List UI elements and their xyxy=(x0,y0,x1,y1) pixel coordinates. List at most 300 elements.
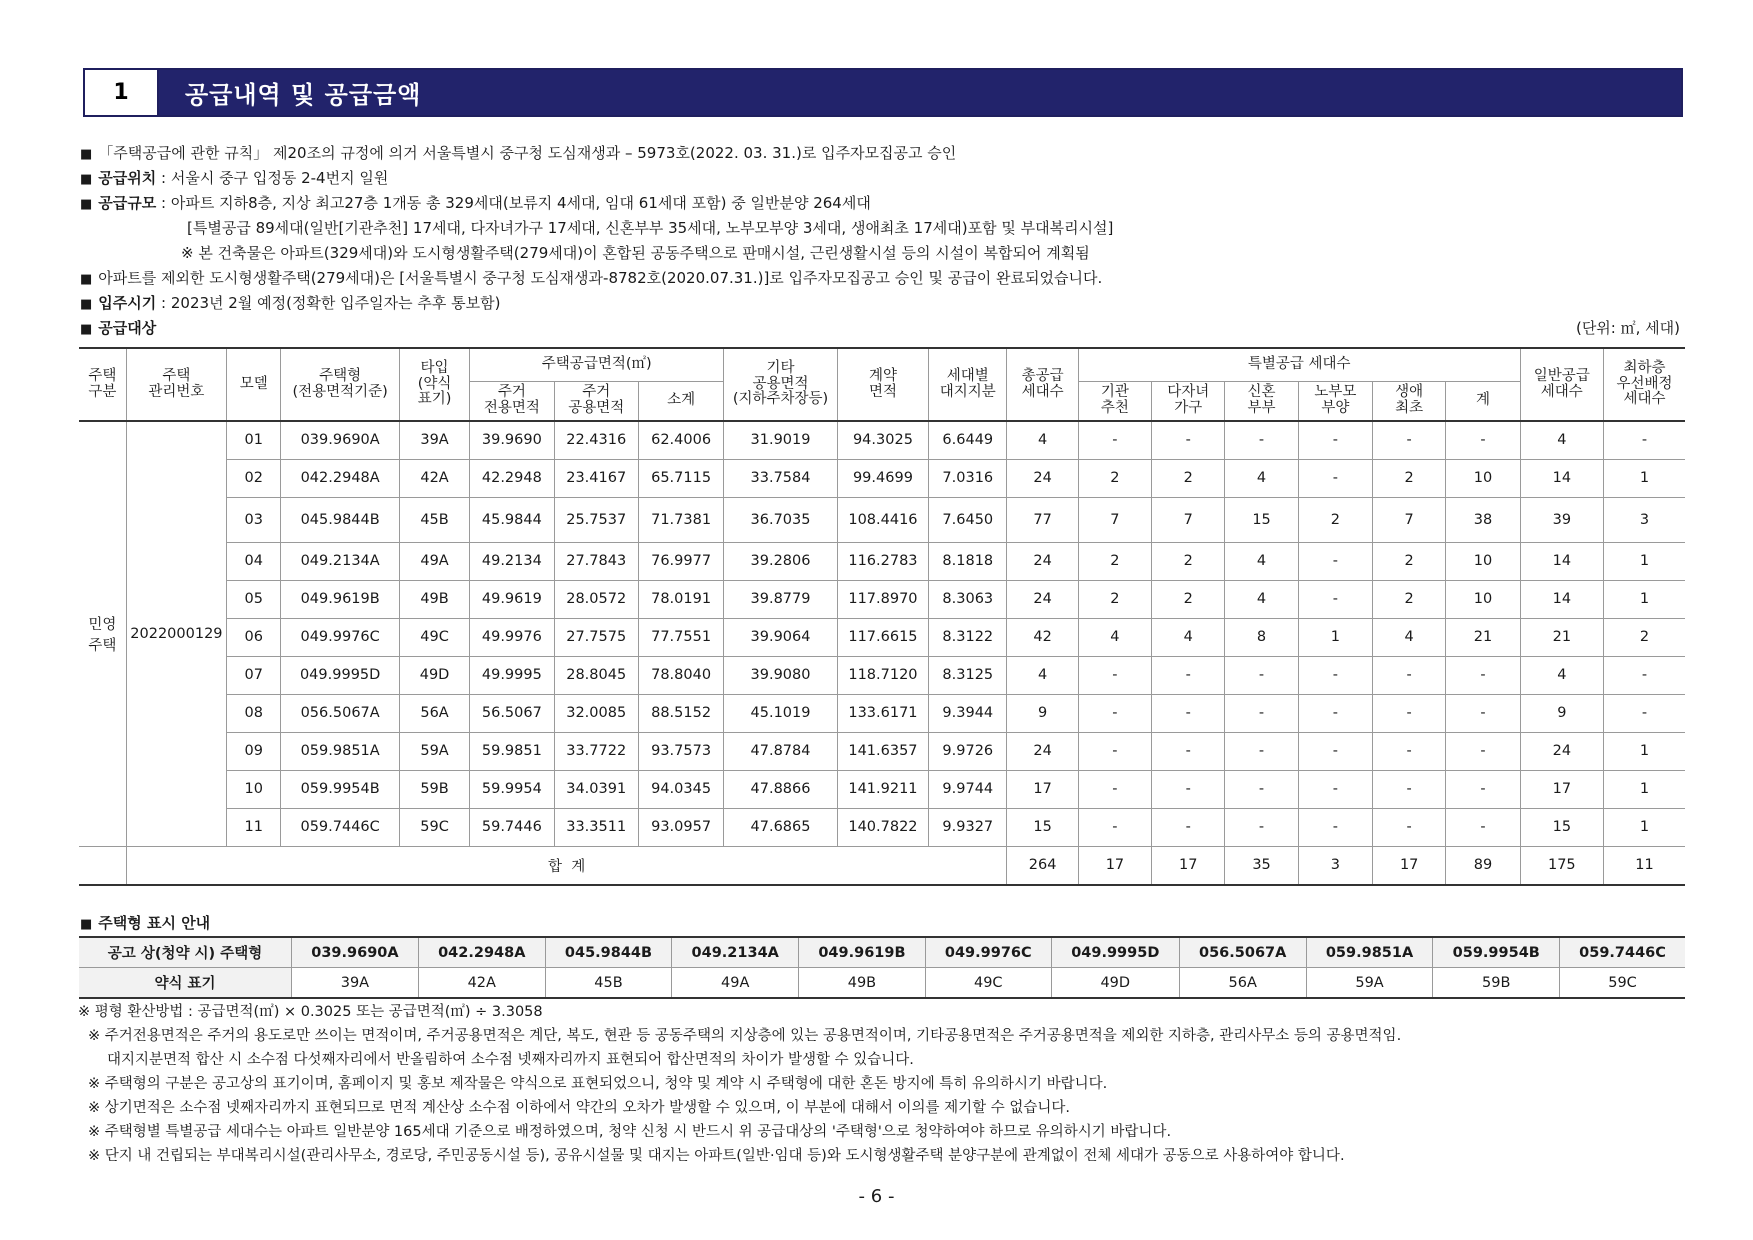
table-cell: - xyxy=(1298,542,1372,580)
section-title: 공급내역 및 공급금액 xyxy=(159,70,1681,115)
table-cell: 7.6450 xyxy=(929,497,1007,542)
total-cell: 175 xyxy=(1520,846,1603,885)
table-cell: 59C xyxy=(399,808,469,846)
table-cell: - xyxy=(1078,808,1151,846)
table-cell: - xyxy=(1446,808,1520,846)
type-guide-type-cell: 049.9976C xyxy=(925,937,1051,968)
table-cell: 2 xyxy=(1152,580,1225,618)
table-cell: 049.9619B xyxy=(281,580,400,618)
table-cell: 3 xyxy=(1604,497,1686,542)
type-guide-row-full xyxy=(79,937,1685,968)
header-subtotal: 소계 xyxy=(638,381,723,421)
table-cell: 4 xyxy=(1225,459,1298,497)
table-cell: 28.0572 xyxy=(554,580,638,618)
table-row xyxy=(79,694,1685,732)
header-housing-type: 주택 구분 xyxy=(79,348,126,421)
table-cell: - xyxy=(1152,694,1225,732)
table-cell: 1 xyxy=(1604,542,1686,580)
total-blank-cell xyxy=(79,846,126,885)
table-cell: 15 xyxy=(1225,497,1298,542)
header-lowest-floor: 최하층 우선배정 세대수 xyxy=(1604,348,1686,421)
table-cell: 33.7722 xyxy=(554,732,638,770)
table-cell: 47.8784 xyxy=(724,732,837,770)
type-guide-abbr-cell: 59B xyxy=(1433,968,1560,999)
table-cell: 21 xyxy=(1446,618,1520,656)
header-exclusive: 주거 전용면적 xyxy=(470,381,554,421)
table-cell: 116.2783 xyxy=(837,542,928,580)
type-guide-type-cell: 059.9851A xyxy=(1306,937,1433,968)
square-bullet-icon: ■ xyxy=(80,197,93,212)
note-line: 대지지분면적 합산 시 소수점 다섯째자리에서 반올림하여 소수점 넷째자리까지 표현되어 합산면적의 차이가 발생할 수 있습니다. xyxy=(107,1052,914,1068)
table-cell: 42.2948 xyxy=(470,459,554,497)
table-cell: 6.6449 xyxy=(929,421,1007,459)
header-house-type: 주택형 (전용면적기준) xyxy=(281,348,400,421)
table-cell: 56A xyxy=(399,694,469,732)
urban-text: 아파트를 제외한 도시형생활주택(279세대)은 [서울특별시 중구청 도심재생과-8782호(2020.07.31.)]로 입주자모집공고 승인 및 공급이 완료되었습니다. xyxy=(98,269,1103,287)
table-cell: 22.4316 xyxy=(554,421,638,459)
table-cell: 14 xyxy=(1520,459,1603,497)
table-cell: 71.7381 xyxy=(638,497,723,542)
table-cell: 32.0085 xyxy=(554,694,638,732)
square-bullet-icon: ■ xyxy=(80,297,93,312)
table-cell: - xyxy=(1298,459,1372,497)
note-line: ※ 상기면적은 소수점 넷째자리까지 표현되므로 면적 계산상 소수점 이하에서 약간의 오차가 발생할 수 있으며, 이 부분에 대해서 이의를 제기할 수 없습니다. xyxy=(88,1100,1070,1116)
table-cell: 39.8779 xyxy=(724,580,837,618)
table-cell: 94.0345 xyxy=(638,770,723,808)
table-cell: 2 xyxy=(1604,618,1686,656)
table-cell: - xyxy=(1298,580,1372,618)
square-bullet-icon: ■ xyxy=(80,147,93,162)
table-cell: 17 xyxy=(1520,770,1603,808)
table-cell: - xyxy=(1446,421,1520,459)
notes xyxy=(78,1000,1698,1168)
table-cell: - xyxy=(1225,732,1298,770)
type-guide-abbr-cell: 42A xyxy=(418,968,545,999)
table-cell: 38 xyxy=(1446,497,1520,542)
table-cell: 141.9211 xyxy=(837,770,928,808)
table-cell: 1 xyxy=(1604,459,1686,497)
header-total-units: 총공급 세대수 xyxy=(1007,348,1078,421)
table-row xyxy=(79,618,1685,656)
type-guide-type-cell: 049.9619B xyxy=(799,937,926,968)
type-guide-type-cell: 049.2134A xyxy=(672,937,799,968)
intro-scale-line xyxy=(80,191,1680,216)
table-cell: 45.1019 xyxy=(724,694,837,732)
movein-label: 입주시기 xyxy=(98,294,157,312)
header-land-share: 세대별 대지지분 xyxy=(929,348,1007,421)
total-cell: 11 xyxy=(1604,846,1686,885)
scale-value: : 아파트 지하8층, 지상 최고27층 1개동 총 329세대(보류지 4세대, 임대 61세대 포함) 중 일반분양 264세대 xyxy=(156,194,871,212)
intro-urban-line xyxy=(80,266,1680,291)
table-cell: 49.9976 xyxy=(470,618,554,656)
type-guide-abbr-cell: 49D xyxy=(1051,968,1179,999)
table-cell: 49.9995 xyxy=(470,656,554,694)
table-cell: 93.7573 xyxy=(638,732,723,770)
table-cell: 03 xyxy=(227,497,281,542)
total-cell: 17 xyxy=(1152,846,1225,885)
table-cell: - xyxy=(1604,694,1686,732)
table-cell: 33.7584 xyxy=(724,459,837,497)
type-guide-row1-label: 공고 상(청약 시) 주택형 xyxy=(79,937,292,968)
housing-type-cell: 민영 주택 xyxy=(79,421,126,846)
table-cell: 4 xyxy=(1225,580,1298,618)
type-guide-abbr-cell: 49C xyxy=(925,968,1051,999)
table-cell: 78.8040 xyxy=(638,656,723,694)
intro-lines xyxy=(80,141,1680,341)
table-cell: 27.7843 xyxy=(554,542,638,580)
header-mgmt-no: 주택 관리번호 xyxy=(126,348,226,421)
total-cell: 35 xyxy=(1225,846,1298,885)
table-cell: 33.3511 xyxy=(554,808,638,846)
table-cell: 4 xyxy=(1007,421,1078,459)
table-cell: 049.9976C xyxy=(281,618,400,656)
table-cell: 10 xyxy=(227,770,281,808)
table-cell: 21 xyxy=(1520,618,1603,656)
table-cell: 8 xyxy=(1225,618,1298,656)
location-value: : 서울시 중구 입정동 2-4번지 일원 xyxy=(156,169,389,187)
type-guide-type-cell: 056.5067A xyxy=(1179,937,1306,968)
table-row xyxy=(79,459,1685,497)
table-cell: - xyxy=(1225,770,1298,808)
table-cell: - xyxy=(1446,694,1520,732)
type-guide-row-abbr xyxy=(79,968,1685,999)
table-cell: 14 xyxy=(1520,580,1603,618)
table-cell: 7.0316 xyxy=(929,459,1007,497)
total-cell: 17 xyxy=(1373,846,1446,885)
type-guide-type-cell: 049.9995D xyxy=(1051,937,1179,968)
table-cell: 24 xyxy=(1007,580,1078,618)
table-cell: 2 xyxy=(1078,580,1151,618)
total-cell: 264 xyxy=(1007,846,1078,885)
table-cell: 1 xyxy=(1604,580,1686,618)
table-cell: - xyxy=(1078,770,1151,808)
page-number: - 6 - xyxy=(858,1186,895,1207)
table-cell: 59.7446 xyxy=(470,808,554,846)
header-newlywed: 신혼 부부 xyxy=(1225,381,1298,421)
table-cell: - xyxy=(1152,808,1225,846)
table-cell: 4 xyxy=(1520,421,1603,459)
type-guide-type-cell: 042.2948A xyxy=(418,937,545,968)
type-guide-abbr-cell: 49A xyxy=(672,968,799,999)
table-cell: 2 xyxy=(1078,459,1151,497)
table-row xyxy=(79,808,1685,846)
table-cell: - xyxy=(1373,694,1446,732)
table-cell: 25.7537 xyxy=(554,497,638,542)
table-cell: - xyxy=(1225,421,1298,459)
table-cell: - xyxy=(1446,732,1520,770)
table-cell: 059.9954B xyxy=(281,770,400,808)
table-cell: 24 xyxy=(1007,732,1078,770)
table-cell: 08 xyxy=(227,694,281,732)
total-cell: 89 xyxy=(1446,846,1520,885)
target-label: 공급대상 xyxy=(98,319,157,337)
header-common: 주거 공용면적 xyxy=(554,381,638,421)
table-cell: 9.9327 xyxy=(929,808,1007,846)
note-line: ※ 주택형별 특별공급 세대수는 아파트 일반분양 165세대 기준으로 배정하였으며, 청약 신청 시 반드시 위 공급대상의 '주택형'으로 청약하여야 하므로 유의하시기 바랍니다. xyxy=(88,1124,1172,1140)
table-cell: 108.4416 xyxy=(837,497,928,542)
table-cell: 1 xyxy=(1604,732,1686,770)
unit-note: (단위: ㎡, 세대) xyxy=(1575,319,1680,337)
table-cell: 78.0191 xyxy=(638,580,723,618)
table-cell: 65.7115 xyxy=(638,459,723,497)
table-cell: 59B xyxy=(399,770,469,808)
table-cell: 1 xyxy=(1298,618,1372,656)
square-bullet-icon: ■ xyxy=(80,172,93,187)
table-cell: 7 xyxy=(1373,497,1446,542)
table-cell: 93.0957 xyxy=(638,808,723,846)
table-cell: - xyxy=(1225,808,1298,846)
table-cell: - xyxy=(1078,732,1151,770)
table-cell: 8.3125 xyxy=(929,656,1007,694)
table-cell: 8.1818 xyxy=(929,542,1007,580)
table-cell: 4 xyxy=(1152,618,1225,656)
supply-table xyxy=(79,347,1685,886)
table-cell: 117.8970 xyxy=(837,580,928,618)
note-line: ※ 단지 내 건립되는 부대복리시설(관리사무소, 경로당, 주민공동시설 등), 공유시설물 및 대지는 아파트(일반·임대 등)와 도시형생활주택 분양구분에 관계없이 전체 세대가 공동으로 사용하여야 합니다. xyxy=(88,1148,1345,1164)
table-cell: 47.6865 xyxy=(724,808,837,846)
type-guide-type-cell: 039.9690A xyxy=(292,937,419,968)
header-general: 일반공급 세대수 xyxy=(1520,348,1603,421)
table-cell: 39.9064 xyxy=(724,618,837,656)
table-cell: 15 xyxy=(1520,808,1603,846)
table-cell: 8.3063 xyxy=(929,580,1007,618)
header-elderly: 노부모 부양 xyxy=(1298,381,1372,421)
type-guide-abbr-cell: 49B xyxy=(799,968,926,999)
section-header xyxy=(83,68,1683,117)
table-cell: - xyxy=(1298,421,1372,459)
table-cell: - xyxy=(1446,656,1520,694)
table-row xyxy=(79,421,1685,459)
table-cell: - xyxy=(1298,656,1372,694)
table-cell: 9 xyxy=(1520,694,1603,732)
intro-approval-line xyxy=(80,141,1680,166)
table-cell: - xyxy=(1225,694,1298,732)
table-cell: - xyxy=(1152,770,1225,808)
table-row xyxy=(79,770,1685,808)
table-cell: 4 xyxy=(1520,656,1603,694)
table-cell: 77 xyxy=(1007,497,1078,542)
table-cell: 9 xyxy=(1007,694,1078,732)
table-cell: 59A xyxy=(399,732,469,770)
square-bullet-icon: ■ xyxy=(80,917,93,932)
type-guide-row2-label: 약식 표기 xyxy=(79,968,292,999)
table-cell: 2 xyxy=(1373,459,1446,497)
type-guide-type-cell: 059.9954B xyxy=(1433,937,1560,968)
table-cell: 01 xyxy=(227,421,281,459)
scale-label: 공급규모 xyxy=(98,194,157,212)
table-cell: 23.4167 xyxy=(554,459,638,497)
table-cell: - xyxy=(1298,694,1372,732)
table-cell: 2 xyxy=(1152,542,1225,580)
table-cell: 7 xyxy=(1078,497,1151,542)
header-other-common: 기타 공용면적 (지하주차장등) xyxy=(724,348,837,421)
table-cell: - xyxy=(1225,656,1298,694)
table-cell: - xyxy=(1446,770,1520,808)
supply-table-body xyxy=(79,421,1685,885)
table-cell: 39.9080 xyxy=(724,656,837,694)
table-cell: 4 xyxy=(1007,656,1078,694)
table-cell: 47.8866 xyxy=(724,770,837,808)
table-cell: 059.7446C xyxy=(281,808,400,846)
table-cell: 17 xyxy=(1007,770,1078,808)
note-line: ※ 주택형의 구분은 공고상의 표기이며, 홈페이지 및 홍보 제작물은 약식으로 표현되었으니, 청약 및 계약 시 주택형에 대한 혼돈 방지에 특히 유의하시기 바랍니다. xyxy=(88,1076,1108,1092)
table-cell: 059.9851A xyxy=(281,732,400,770)
table-cell: - xyxy=(1298,808,1372,846)
table-row xyxy=(79,732,1685,770)
table-cell: 76.9977 xyxy=(638,542,723,580)
table-cell: - xyxy=(1152,656,1225,694)
table-cell: - xyxy=(1373,808,1446,846)
table-cell: 77.7551 xyxy=(638,618,723,656)
header-institution: 기관 추천 xyxy=(1078,381,1151,421)
type-guide-abbr-cell: 45B xyxy=(545,968,672,999)
type-guide-title-text: 주택형 표시 안내 xyxy=(98,914,211,932)
table-cell: 94.3025 xyxy=(837,421,928,459)
type-guide-type-cell: 045.9844B xyxy=(545,937,672,968)
intro-location-line xyxy=(80,166,1680,191)
table-cell: 9.3944 xyxy=(929,694,1007,732)
table-cell: - xyxy=(1373,770,1446,808)
table-cell: - xyxy=(1152,421,1225,459)
header-multi-child: 다자녀 가구 xyxy=(1152,381,1225,421)
table-cell: 49D xyxy=(399,656,469,694)
scale-note: ※ 본 건축물은 아파트(329세대)와 도시형생활주택(279세대)이 혼합된 공동주택으로 판매시설, 근린생활시설 등의 시설이 복합되어 계획됨 xyxy=(181,244,1090,262)
total-label: 합 계 xyxy=(126,846,1007,885)
table-row xyxy=(79,497,1685,542)
table-cell: 49B xyxy=(399,580,469,618)
table-cell: 34.0391 xyxy=(554,770,638,808)
scale-detail: [특별공급 89세대(일반[기관추천] 17세대, 다자녀가구 17세대, 신혼부부 35세대, 노부모부양 3세대, 생애최초 17세대)포함 및 부대복리시설] xyxy=(187,219,1114,237)
table-cell: 049.2134A xyxy=(281,542,400,580)
table-cell: 07 xyxy=(227,656,281,694)
table-cell: 28.8045 xyxy=(554,656,638,694)
table-cell: 59.9954 xyxy=(470,770,554,808)
table-cell: 31.9019 xyxy=(724,421,837,459)
table-cell: 56.5067 xyxy=(470,694,554,732)
table-cell: 2 xyxy=(1152,459,1225,497)
table-cell: 141.6357 xyxy=(837,732,928,770)
table-cell: 4 xyxy=(1373,618,1446,656)
table-cell: 15 xyxy=(1007,808,1078,846)
table-cell: 39 xyxy=(1520,497,1603,542)
table-cell: 140.7822 xyxy=(837,808,928,846)
table-cell: - xyxy=(1078,421,1151,459)
table-cell: 039.9690A xyxy=(281,421,400,459)
table-cell: 42 xyxy=(1007,618,1078,656)
table-cell: 9.9726 xyxy=(929,732,1007,770)
table-row xyxy=(79,580,1685,618)
table-cell: 118.7120 xyxy=(837,656,928,694)
header-supply-area: 주택공급면적(㎡) xyxy=(470,348,724,381)
table-cell: 02 xyxy=(227,459,281,497)
table-cell: 42A xyxy=(399,459,469,497)
table-cell: 10 xyxy=(1446,542,1520,580)
table-cell: 056.5067A xyxy=(281,694,400,732)
table-cell: 14 xyxy=(1520,542,1603,580)
table-cell: 06 xyxy=(227,618,281,656)
square-bullet-icon: ■ xyxy=(80,272,93,287)
table-cell: 133.6171 xyxy=(837,694,928,732)
table-cell: - xyxy=(1373,656,1446,694)
table-cell: - xyxy=(1078,656,1151,694)
type-guide-abbr-cell: 56A xyxy=(1179,968,1306,999)
type-guide-title xyxy=(80,912,210,933)
header-abbr: 타입 (약식 표기) xyxy=(399,348,469,421)
mgmt-no-cell: 2022000129 xyxy=(126,421,226,846)
type-guide-abbr-cell: 59A xyxy=(1306,968,1433,999)
square-bullet-icon: ■ xyxy=(80,322,93,337)
note-line: ※ 주거전용면적은 주거의 용도로만 쓰이는 면적이며, 주거공용면적은 계단, 복도, 현관 등 공동주택의 지상층에 있는 공용면적이며, 기타공용면적은 주거공용면적을 제외한 지하층, 관리사무소 등의 공용면적임. xyxy=(88,1028,1402,1044)
table-cell: 04 xyxy=(227,542,281,580)
table-cell: - xyxy=(1298,732,1372,770)
total-cell: 17 xyxy=(1078,846,1151,885)
table-cell: 045.9844B xyxy=(281,497,400,542)
table-cell: - xyxy=(1604,421,1686,459)
intro-target-line xyxy=(80,316,1680,341)
movein-value: : 2023년 2월 예정(정확한 입주일자는 추후 통보함) xyxy=(156,294,501,312)
header-special-sum: 계 xyxy=(1446,381,1520,421)
table-cell: 59.9851 xyxy=(470,732,554,770)
table-cell: - xyxy=(1373,732,1446,770)
table-cell: 49.2134 xyxy=(470,542,554,580)
table-cell: 09 xyxy=(227,732,281,770)
type-guide-type-cell: 059.7446C xyxy=(1560,937,1685,968)
table-cell: 99.4699 xyxy=(837,459,928,497)
table-cell: 39.9690 xyxy=(470,421,554,459)
table-cell: 9.9744 xyxy=(929,770,1007,808)
table-cell: 36.7035 xyxy=(724,497,837,542)
table-total-row xyxy=(79,846,1685,885)
intro-movein-line xyxy=(80,291,1680,316)
location-label: 공급위치 xyxy=(98,169,157,187)
section-number: 1 xyxy=(85,70,159,115)
table-cell: - xyxy=(1078,694,1151,732)
table-cell: 1 xyxy=(1604,808,1686,846)
table-row xyxy=(79,656,1685,694)
table-cell: 27.7575 xyxy=(554,618,638,656)
table-cell: 39A xyxy=(399,421,469,459)
table-cell: 7 xyxy=(1152,497,1225,542)
table-cell: 4 xyxy=(1225,542,1298,580)
table-cell: 2 xyxy=(1298,497,1372,542)
table-cell: 1 xyxy=(1604,770,1686,808)
table-cell: 2 xyxy=(1373,580,1446,618)
header-first-time: 생애 최초 xyxy=(1373,381,1446,421)
table-cell: 49C xyxy=(399,618,469,656)
table-cell: 49.9619 xyxy=(470,580,554,618)
table-row xyxy=(79,542,1685,580)
table-cell: 2 xyxy=(1373,542,1446,580)
table-cell: 24 xyxy=(1007,459,1078,497)
table-cell: 05 xyxy=(227,580,281,618)
header-model: 모델 xyxy=(227,348,281,421)
table-cell: 10 xyxy=(1446,459,1520,497)
table-cell: - xyxy=(1604,656,1686,694)
type-guide-table xyxy=(79,936,1685,999)
type-guide-abbr-cell: 39A xyxy=(292,968,419,999)
table-cell: - xyxy=(1152,732,1225,770)
total-cell: 3 xyxy=(1298,846,1372,885)
table-cell: 45B xyxy=(399,497,469,542)
table-cell: 10 xyxy=(1446,580,1520,618)
table-cell: 117.6615 xyxy=(837,618,928,656)
table-cell: 62.4006 xyxy=(638,421,723,459)
type-guide-abbr-cell: 59C xyxy=(1560,968,1685,999)
table-cell: 2 xyxy=(1078,542,1151,580)
table-cell: 049.9995D xyxy=(281,656,400,694)
approval-text: 「주택공급에 관한 규칙」 제20조의 규정에 의거 서울특별시 중구청 도심재생과 – 5973호(2022. 03. 31.)로 입주자모집공고 승인 xyxy=(98,144,957,162)
table-cell: 042.2948A xyxy=(281,459,400,497)
